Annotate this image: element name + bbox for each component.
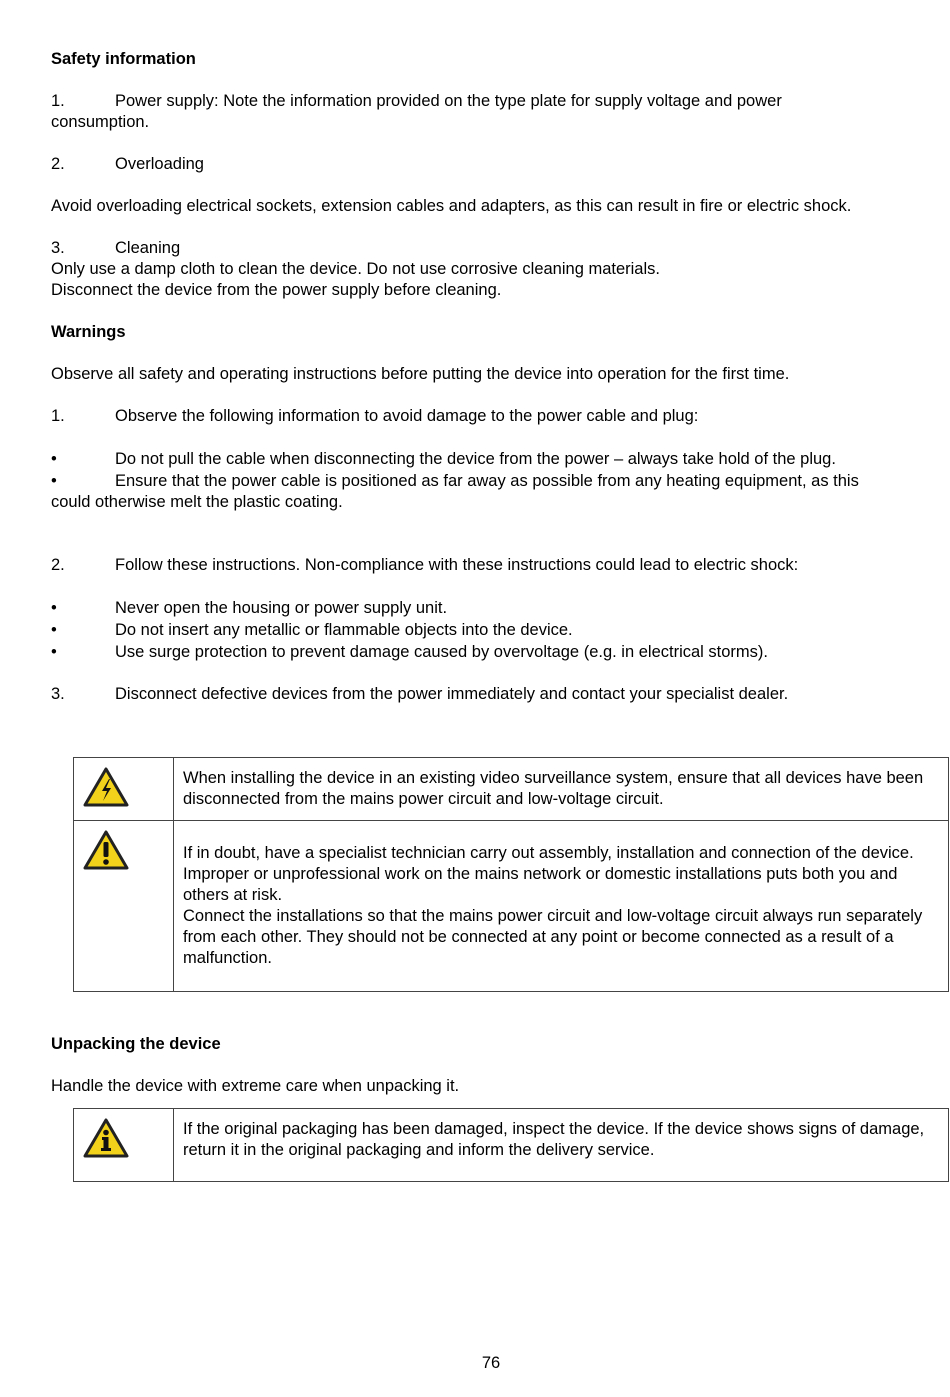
information-warning-icon [83, 1117, 129, 1159]
unpacking-notice-text: If the original packaging has been damaged, inspect the device. If the device shows signs of damage, return it in the original packaging and inform the delivery service. [183, 1120, 925, 1159]
notice-text-cell [174, 758, 949, 821]
item-text: Observe the following information to avoid damage to the power cable and plug: [115, 407, 699, 425]
exclamation-dot [103, 859, 109, 865]
item-number: 3. [51, 685, 65, 703]
bullet-text: Use surge protection to prevent damage caused by overvoltage (e.g. in electrical storms). [115, 643, 768, 661]
exclamation-warning-icon [83, 829, 129, 871]
table-row [74, 821, 949, 992]
notice-text-cell [174, 821, 949, 992]
bullet-continuation: could otherwise melt the plastic coating. [51, 493, 343, 511]
notice-text-cell [174, 1109, 949, 1182]
item-text: Disconnect defective devices from the power immediately and contact your specialist dealer. [115, 685, 789, 703]
high-voltage-warning-icon [83, 766, 129, 808]
list-item [51, 470, 943, 492]
notice-icon-cell [74, 821, 174, 992]
safety-heading: Safety information [51, 50, 196, 68]
bullet-marker: • [51, 643, 57, 661]
table-row [74, 1109, 949, 1182]
overloading-body: Avoid overloading electrical sockets, extension cables and adapters, as this can result in fire or electric shock. [51, 197, 852, 215]
warnings-item-1 [51, 406, 943, 427]
safety-item-3 [51, 238, 943, 259]
table-row [74, 758, 949, 821]
item-number: 2. [51, 155, 65, 173]
bullet-text: Never open the housing or power supply unit. [115, 599, 448, 617]
bullet-text: Do not insert any metallic or flammable objects into the device. [115, 621, 573, 639]
list-item [51, 597, 943, 619]
notice-icon-cell [74, 1109, 174, 1182]
bullet-marker: • [51, 450, 57, 468]
item-number: 1. [51, 407, 65, 425]
item-number: 1. [51, 92, 65, 110]
list-item [51, 448, 943, 470]
bullet-text: Do not pull the cable when disconnecting the device from the power – always take hold of the plug. [115, 450, 836, 468]
warnings-heading: Warnings [51, 323, 126, 341]
safety-item-1-continuation: consumption. [51, 113, 150, 131]
unpacking-intro: Handle the device with extreme care when unpacking it. [51, 1077, 460, 1095]
bullet-marker: • [51, 472, 57, 490]
caution-notice-text-1: If in doubt, have a specialist technician carry out assembly, installation and connection of the device. Improper or unprofessional work on the mains network or domestic installations puts both you and others at risk. [183, 844, 914, 904]
bullet-marker: • [51, 599, 57, 617]
page-number: 76 [481, 1354, 501, 1372]
unpacking-heading: Unpacking the device [51, 1035, 221, 1053]
item-text: Overloading [115, 155, 204, 173]
cable-bullet-list [51, 448, 943, 513]
notice-icon-cell [74, 758, 174, 821]
warnings-item-2 [51, 555, 943, 576]
item-number: 3. [51, 239, 65, 257]
cleaning-line-1: Only use a damp cloth to clean the device. Do not use corrosive cleaning materials. [51, 260, 660, 278]
cleaning-line-2: Disconnect the device from the power supply before cleaning. [51, 281, 502, 299]
installation-notice-table [73, 757, 949, 992]
list-item [51, 619, 943, 641]
exclamation-bar [104, 842, 109, 857]
info-dot [103, 1130, 109, 1136]
item-text: Cleaning [115, 239, 181, 257]
safety-item-2 [51, 154, 943, 175]
item-text: Follow these instructions. Non-compliance with these instructions could lead to electric shock: [115, 556, 799, 574]
warnings-intro: Observe all safety and operating instructions before putting the device into operation for the first time. [51, 365, 790, 383]
caution-notice-text-2: Connect the installations so that the mains power circuit and low-voltage circuit always run separately from each other. They should not be connected at any point or become connected as a result of a malfunction. [183, 907, 923, 967]
shock-bullet-list [51, 597, 943, 663]
unpacking-notice-table [73, 1108, 949, 1182]
safety-item-1 [51, 91, 943, 112]
item-text: Power supply: Note the information provided on the type plate for supply voltage and power [115, 92, 782, 110]
warnings-item-3 [51, 684, 943, 705]
bullet-text: Ensure that the power cable is positioned as far away as possible from any heating equipment, as this [115, 472, 859, 490]
list-item [51, 641, 943, 663]
item-number: 2. [51, 556, 65, 574]
document-page [51, 49, 943, 1182]
electric-notice-text: When installing the device in an existing video surveillance system, ensure that all devices have been disconnected from the mains power circuit and low-voltage circuit. [183, 769, 924, 808]
bullet-marker: • [51, 621, 57, 639]
